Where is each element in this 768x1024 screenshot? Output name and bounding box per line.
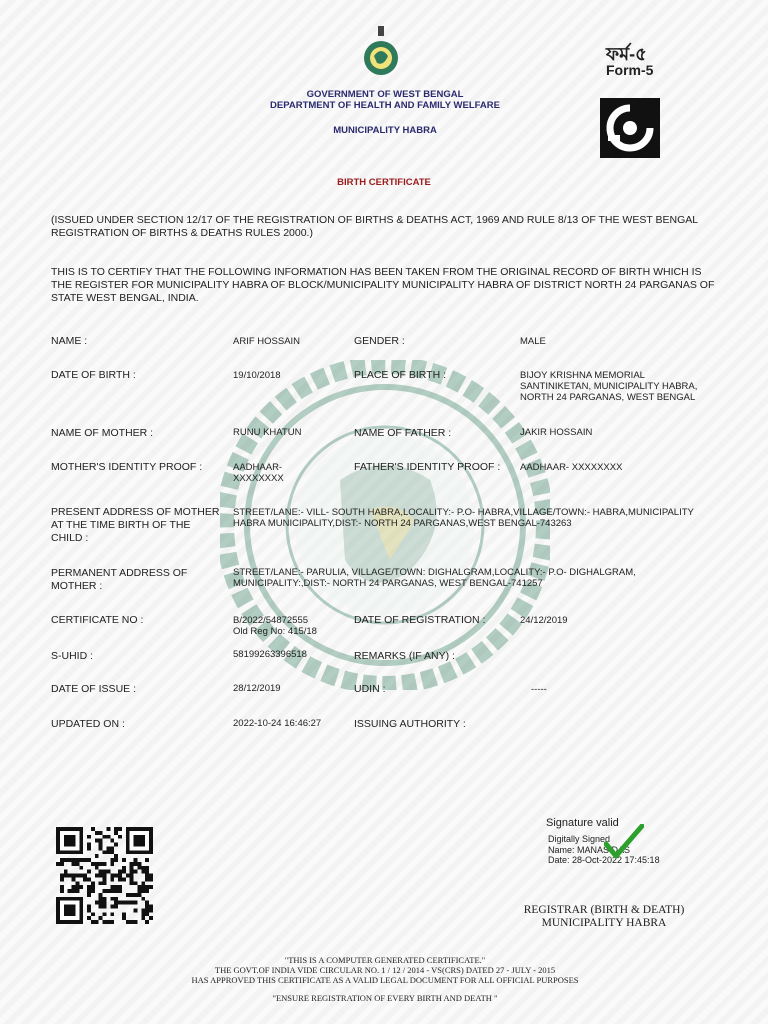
dob-label: DATE OF BIRTH : [51, 369, 136, 381]
signature-check-icon [604, 824, 644, 860]
government-heading [200, 89, 570, 111]
gender-value: MALE [520, 336, 546, 347]
issue-date-label: DATE OF ISSUE : [51, 683, 136, 695]
form-logo-icon [600, 98, 660, 158]
footer-notice [120, 955, 650, 985]
present-address-label-1: PRESENT ADDRESS OF MOTHER [51, 506, 220, 518]
registrar-municipality: MUNICIPALITY HABRA [541, 917, 667, 929]
signature-date: Date: 28-Oct-2022 17:45:18 [548, 855, 660, 865]
digitally-signed-text: Digitally Signed [548, 834, 611, 844]
gov-line-1: GOVERNMENT OF WEST BENGAL [306, 89, 464, 100]
signature-valid-text: Signature valid [546, 817, 619, 829]
present-address-label [51, 506, 226, 545]
form-number: Form-5 [606, 62, 654, 78]
old-reg-no: Old Reg No: 415/18 [233, 626, 317, 637]
father-name-value: JAKIR HOSSAIN [520, 427, 593, 438]
father-id-value: AADHAAR- XXXXXXXX [520, 462, 623, 473]
form-number-bengali: ফর্ম-৫ [606, 44, 647, 64]
municipality-heading: MUNICIPALITY HABRA [333, 125, 437, 136]
certificate-title: BIRTH CERTIFICATE [337, 177, 431, 188]
pob-label: PLACE OF BIRTH : [354, 369, 446, 381]
permanent-address-value [233, 567, 723, 589]
present-address-label-2: AT THE TIME BIRTH OF THE [51, 519, 191, 531]
pob-value [520, 370, 720, 403]
registrar-block [504, 904, 704, 930]
issued-under-text: (ISSUED UNDER SECTION 12/17 OF THE REGISTRATION OF BIRTHS & DEATHS ACT, 1969 AND RULE 8/13 OF THE WEST BENGAL REGISTRATION OF BIRTHS & DEATHS RULES 2000.) [51, 214, 698, 239]
certificate-no-label: CERTIFICATE NO : [51, 614, 144, 626]
suhid-value: 58199263396518 [233, 649, 307, 660]
certificate-no: B/2022/54872555 [233, 615, 309, 626]
footer-line-2: THE GOVT.OF INDIA VIDE CIRCULAR NO. 1 / 12 / 2014 - VS(CRS) DATED 27 - JULY - 2015 [214, 965, 556, 975]
gov-line-2: DEPARTMENT OF HEALTH AND FAMILY WELFARE [270, 100, 500, 111]
updated-on-value: 2022-10-24 16:46:27 [233, 718, 322, 729]
udin-label: UDIN : [354, 683, 386, 695]
father-id-label: FATHER'S IDENTITY PROOF : [354, 461, 501, 473]
issuing-authority-label: ISSUING AUTHORITY : [354, 718, 466, 730]
udin-value: ----- [531, 684, 547, 695]
footer-line-1: "THIS IS A COMPUTER GENERATED CERTIFICATE." [284, 955, 486, 965]
permanent-address-line-2: MUNICIPALITY:,DIST:- NORTH 24 PARGANAS, WEST BENGAL-741257 [233, 578, 543, 589]
present-address-value [233, 507, 723, 529]
registration-date-label: DATE OF REGISTRATION : [354, 614, 486, 626]
mother-name-value: RUNU KHATUN [233, 427, 302, 438]
present-address-label-3: CHILD : [51, 532, 89, 544]
dob-value: 19/10/2018 [233, 370, 281, 381]
name-value: ARIF HOSSAIN [233, 336, 301, 347]
certify-text: THIS IS TO CERTIFY THAT THE FOLLOWING INFORMATION HAS BEEN TAKEN FROM THE ORIGINAL RECORD OF BIRTH WHICH IS THE REGISTER FOR MUNICIPALITY HABRA OF BLOCK/MUNICIPALITY MUNICIPALITY HABRA OF DISTRICT NORTH 24 PARGANAS OF STATE WEST BENGAL, INDIA. [51, 266, 715, 304]
mother-id-line-1: AADHAAR- [233, 462, 283, 473]
mother-id-label: MOTHER'S IDENTITY PROOF : [51, 461, 203, 473]
updated-on-label: UPDATED ON : [51, 718, 125, 730]
pob-line-2: SANTINIKETAN, MUNICIPALITY HABRA, [520, 381, 698, 392]
permanent-address-label [51, 567, 226, 593]
signer-name: Name: MANAS DAS [548, 844, 631, 855]
remarks-label: REMARKS (IF ANY) : [354, 650, 455, 662]
registrar-title: REGISTRAR (BIRTH & DEATH) [523, 904, 685, 916]
registration-date-value: 24/12/2019 [520, 615, 568, 626]
pob-line-3: NORTH 24 PARGANAS, WEST BENGAL [520, 392, 696, 403]
mother-id-value [233, 462, 348, 484]
present-address-line-1: STREET/LANE:- VILL- SOUTH HABRA,LOCALITY:- P.O- HABRA,VILLAGE/TOWN:- HABRA,MUNICIPALITY [233, 507, 694, 518]
father-name-label: NAME OF FATHER : [354, 427, 452, 439]
pob-line-1: BIJOY KRISHNA MEMORIAL [520, 370, 645, 381]
permanent-address-label-2: MOTHER : [51, 580, 103, 592]
mother-name-label: NAME OF MOTHER : [51, 427, 154, 439]
certificate-no-value [233, 615, 348, 637]
permanent-address-line-1: STREET/LANE:- PARULIA, VILLAGE/TOWN: DIGHALGRAM,LOCALITY:- P.O- DIGHALGRAM, [233, 567, 636, 578]
gender-label: GENDER : [354, 335, 405, 347]
mother-id-line-2: XXXXXXXX [233, 473, 284, 484]
qr-code-icon [56, 827, 153, 924]
footer-slogan: "ENSURE REGISTRATION OF EVERY BIRTH AND DEATH " [272, 993, 498, 1003]
name-label: NAME : [51, 335, 88, 347]
state-emblem-icon [362, 26, 400, 78]
footer-line-3: HAS APPROVED THIS CERTIFICATE AS A VALID LEGAL DOCUMENT FOR ALL OFFICIAL PURPOSES [191, 975, 579, 985]
present-address-line-2: HABRA MUNICIPALITY,DIST:- NORTH 24 PARGANAS,WEST BENGAL-743263 [233, 518, 572, 529]
suhid-label: S-UHID : [51, 650, 93, 662]
issue-date-value: 28/12/2019 [233, 683, 281, 694]
permanent-address-label-1: PERMANENT ADDRESS OF [51, 567, 188, 579]
